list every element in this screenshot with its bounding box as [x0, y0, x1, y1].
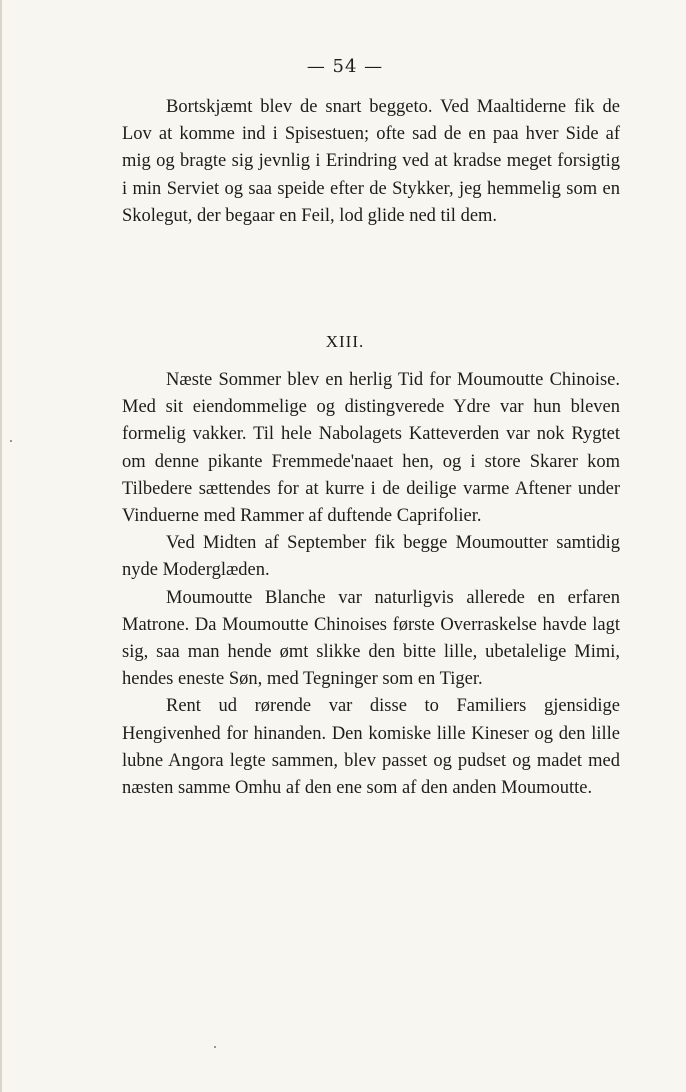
paragraph: Rent ud rørende var disse to Familiers gjensidige Hengivenhed for hinanden. Den komiske lille Kineser og den lille lubne Angora legte sammen, blev passet og pudset og madet med næsten samme Omhu af den ene som af den anden Moumoutte.: [122, 696, 620, 799]
paragraph: Næste Sommer blev en herlig Tid for Moumoutte Chinoise. Med sit eiendommelige og distingverede Ydre var hun bleven formelig vakker. Til hele Nabolagets Katteverden var nok Rygtet om denne pikante Fremmede'naaet hen, og i store Skarer kom Tilbedere sættendes for at kurre i de deilige varme Aftener under Vinduerne med Rammer af duftende Caprifolier.: [122, 370, 620, 527]
paragraph: Moumoutte Blanche var naturligvis allerede en erfaren Matrone. Da Moumoutte Chinoises første Overraskelse havde lagt sig, saa man hende ømt slikke den bitte lille, ubetalelige Mimi, hendes eneste Søn, med Tegninger som en Tiger.: [122, 587, 620, 690]
paragraph: Ved Midten af September fik begge Moumoutter samtidig nyde Moderglæden.: [122, 533, 620, 581]
page-number: — 54 —: [306, 56, 384, 77]
paper-speck: [10, 440, 12, 442]
top-text-block: [122, 94, 620, 230]
chapter-heading: XIII.: [325, 332, 365, 351]
paper-speck: [214, 1046, 216, 1048]
paragraph: Bortskjæmt blev de snart beggeto. Ved Maaltiderne fik de Lov at komme ind i Spisestuen; ofte sad de en paa hver Side af mig og bragte sig jevnlig i Erindring ved at kradse meget forsigtig i min Serviet og saa speide efter de Stykker, jeg hemmelig som en Skolegut, der begaar en Feil, lod glide ned til dem.: [122, 97, 620, 226]
chapter-text-block: [122, 367, 620, 802]
